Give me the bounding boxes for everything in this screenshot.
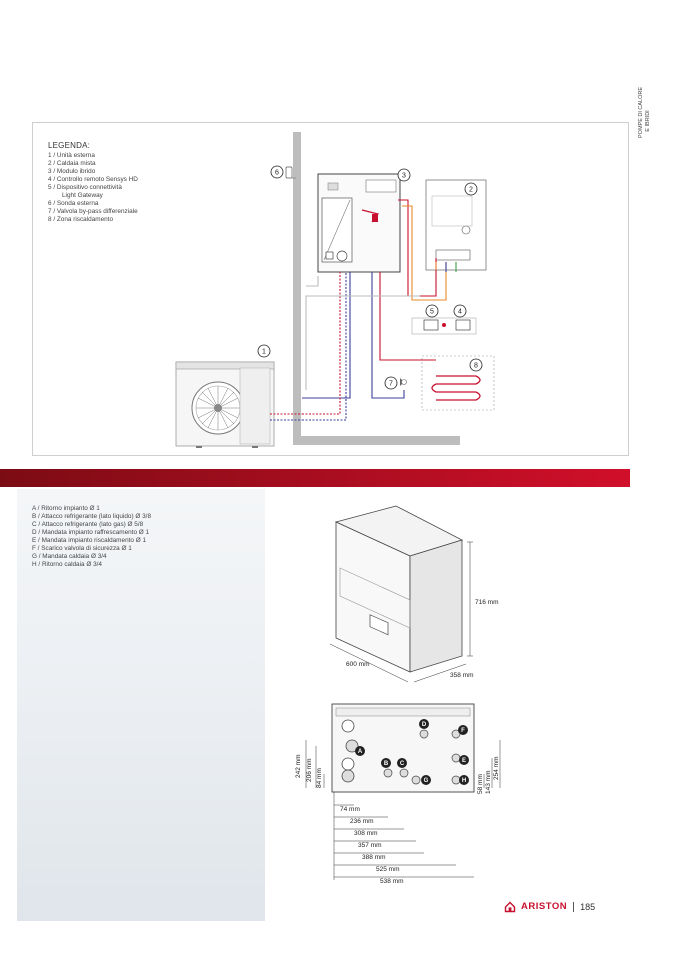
diagram-number-4: 4 xyxy=(458,308,462,316)
side-label-line2: E IBRIDI xyxy=(645,110,651,132)
connection-item: A / Ritorno impianto Ø 1 xyxy=(32,505,100,512)
dim-v-right-2: 254 mm xyxy=(493,756,500,780)
connection-item: H / Ritorno caldaia Ø 3/4 xyxy=(32,561,102,568)
dimension-depth: 358 mm xyxy=(450,672,474,679)
dimension-width: 600 mm xyxy=(346,661,370,668)
connections-list xyxy=(32,505,151,569)
connection-item: C / Attacco refrigerante (lato gas) Ø 5/8 xyxy=(32,521,144,528)
legend-item: 2 / Caldaia mista xyxy=(48,160,96,167)
connection-item: E / Mandata impianto riscaldamento Ø 1 xyxy=(32,537,147,544)
diagram-number-7: 7 xyxy=(389,380,393,388)
side-label-line1: POMPE DI CALORE xyxy=(638,86,644,138)
outdoor-sensor xyxy=(286,167,292,178)
connection-letter-h: H xyxy=(461,778,467,784)
connection-letter-a: A xyxy=(357,749,363,755)
footer-separator xyxy=(573,902,574,912)
diagram-number-8: 8 xyxy=(474,362,478,370)
connection-item: G / Mandata caldaia Ø 3/4 xyxy=(32,553,107,560)
diagram-number-3: 3 xyxy=(402,172,406,180)
dim-h-4: 388 mm xyxy=(362,854,386,861)
remote-control-device xyxy=(456,320,470,330)
page-footer xyxy=(505,901,595,912)
dim-v-left-0: 242 mm xyxy=(295,754,302,778)
connection-letter-d: D xyxy=(421,722,427,728)
ariston-logo-icon xyxy=(505,902,515,912)
dim-h-6: 538 mm xyxy=(380,878,404,885)
legend-item: Light Gateway xyxy=(62,192,103,199)
dim-h-5: 525 mm xyxy=(376,866,400,873)
dim-h-3: 357 mm xyxy=(358,842,382,849)
heating-zone xyxy=(422,356,494,410)
legend-item: 3 / Modulo ibrido xyxy=(48,168,96,175)
floor xyxy=(293,436,460,445)
connection-letter-b: B xyxy=(383,761,389,767)
legend-item: 8 / Zona riscaldamento xyxy=(48,216,114,223)
boiler xyxy=(426,180,486,270)
legend-title: LEGENDA: xyxy=(48,141,91,150)
connection-letter-f: F xyxy=(461,728,465,734)
connection-item: D / Mandata impianto raffrescamento Ø 1 xyxy=(32,529,150,536)
diagram-number-6: 6 xyxy=(275,169,279,177)
connection-item: F / Scarico valvola di sicurezza Ø 1 xyxy=(32,545,132,552)
installation-diagram xyxy=(0,0,677,470)
dimension-height: 716 mm xyxy=(475,599,499,606)
dim-v-right-0: 58 mm xyxy=(477,774,484,794)
dim-v-left-2: 84 mm xyxy=(316,768,323,788)
dim-h-2: 308 mm xyxy=(354,830,378,837)
connection-letter-g: G xyxy=(423,778,429,784)
gateway-device xyxy=(424,320,438,330)
dim-v-left-1: 206 mm xyxy=(306,758,313,782)
dim-v-right-1: 143 mm xyxy=(485,770,492,794)
unit-3d-drawing xyxy=(310,500,510,690)
diagram-number-2: 2 xyxy=(469,186,473,194)
diagram-number-5: 5 xyxy=(430,308,434,316)
unit-bottom-view xyxy=(296,700,516,890)
legend-item: 4 / Controllo remoto Sensys HD xyxy=(48,176,138,183)
diagram-number-1: 1 xyxy=(262,348,266,356)
brand-name: ARISTON xyxy=(521,901,568,912)
legend-item: 7 / Valvola by-pass differenziale xyxy=(48,208,138,215)
legend-item: 5 / Dispositivo connettività xyxy=(48,184,122,191)
legend-item: 6 / Sonda esterna xyxy=(48,200,99,207)
section-divider-band xyxy=(0,469,630,487)
connection-letter-c: C xyxy=(399,761,405,767)
dim-h-0: 74 mm xyxy=(340,806,360,813)
dim-h-1: 236 mm xyxy=(350,818,374,825)
hybrid-module xyxy=(318,174,400,272)
legend-item: 1 / Unità esterna xyxy=(48,152,95,159)
connection-item: B / Attacco refrigerante (lato liquido) Ø 3/8 xyxy=(32,513,151,520)
page-number: 185 xyxy=(580,901,596,912)
outdoor-unit xyxy=(176,362,274,448)
connection-letter-e: E xyxy=(461,758,467,764)
